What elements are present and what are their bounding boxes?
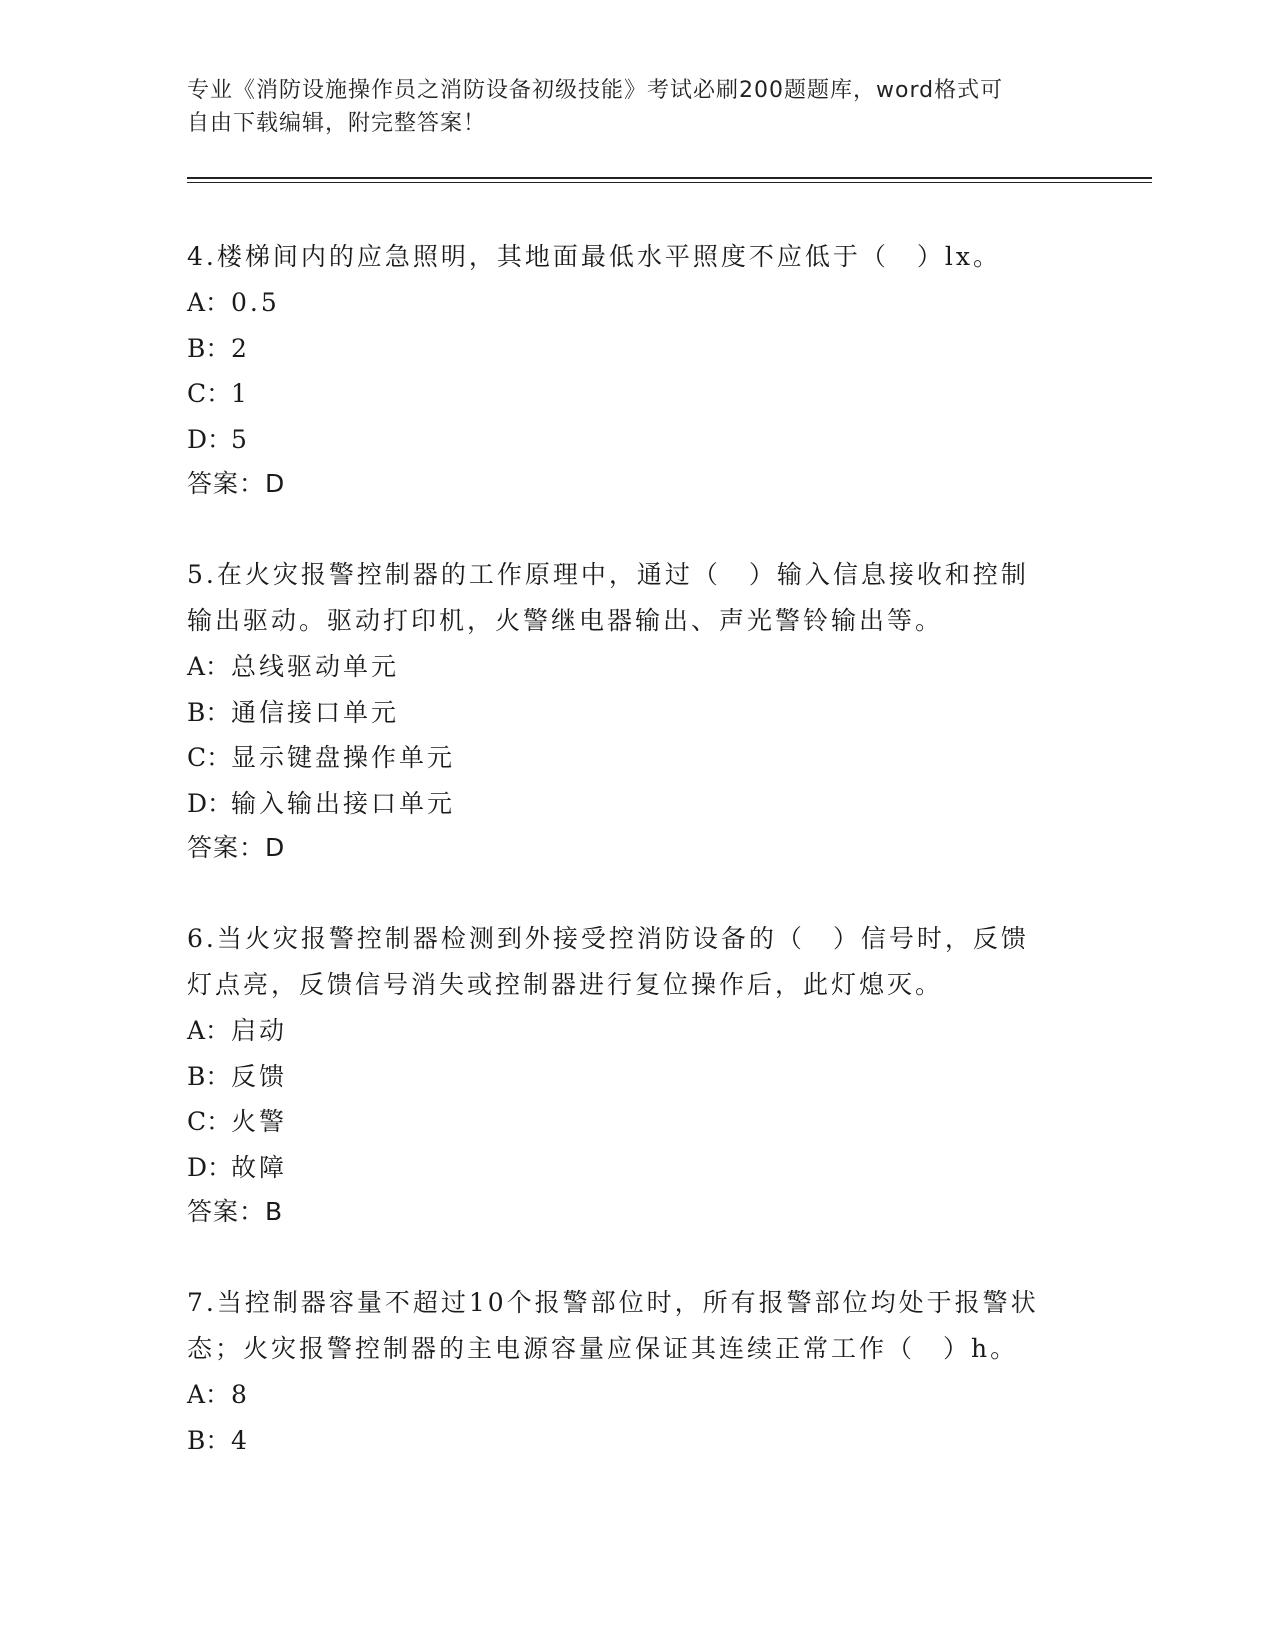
option-key: C：: [187, 1107, 232, 1136]
question-stem: 6.当火灾报警控制器检测到外接受控消防设备的（ ）信号时，反馈: [187, 924, 1029, 953]
question-5: [187, 552, 1087, 870]
option-d: [187, 781, 1087, 827]
option-key: B：: [187, 1425, 231, 1455]
option-c: [187, 735, 1087, 781]
question-stem: 4.楼梯间内的应急照明，其地面最低水平照度不应低于（ ）lx。: [187, 242, 1001, 271]
option-text: 火警: [231, 1107, 288, 1136]
option-text: 显示键盘操作单元: [231, 743, 456, 772]
question-7: [187, 1280, 1087, 1463]
option-text: 启动: [231, 1016, 288, 1045]
question-stem-continued: 输出驱动。驱动打印机，火警继电器输出、声光警铃输出等。: [187, 606, 944, 635]
option-b: [187, 326, 1087, 372]
option-text: 0.5: [231, 288, 280, 317]
option-c: [187, 371, 1087, 417]
header-line-1: 专业《消防设施操作员之消防设备初级技能》考试必刷200题题库，word格式可: [187, 78, 1004, 103]
option-b: [187, 690, 1087, 736]
header-divider-thin: [187, 182, 1152, 183]
option-text: 故障: [231, 1152, 288, 1182]
option-text: 4: [231, 1425, 250, 1455]
option-a: [187, 644, 1087, 690]
question-stem-continued: 态；火灾报警控制器的主电源容量应保证其连续正常工作（ ）h。: [187, 1334, 1019, 1363]
option-text: 8: [231, 1380, 250, 1409]
option-key: A：: [187, 1016, 231, 1045]
option-key: B：: [187, 333, 231, 363]
option-key: A：: [187, 288, 231, 317]
option-key: B：: [187, 1061, 231, 1091]
option-text: 输入输出接口单元: [231, 788, 456, 818]
option-a: [187, 280, 1087, 326]
question-4: [187, 234, 1087, 506]
question-stem: 7.当控制器容量不超过10个报警部位时，所有报警部位均处于报警状: [187, 1288, 1039, 1317]
option-a: [187, 1372, 1087, 1418]
question-6: [187, 916, 1087, 1234]
option-c: [187, 1099, 1087, 1145]
option-key: D：: [187, 1152, 233, 1182]
option-key: A：: [187, 1380, 231, 1409]
answer-line: 答案：D: [187, 469, 286, 498]
option-b: [187, 1418, 1087, 1464]
header-divider-thick: [187, 177, 1152, 179]
option-text: 反馈: [231, 1061, 288, 1091]
question-stem: 5.在火灾报警控制器的工作原理中，通过（ ）输入信息接收和控制: [187, 560, 1029, 589]
option-d: [187, 417, 1087, 463]
answer-line: 答案：D: [187, 833, 286, 862]
option-b: [187, 1054, 1087, 1100]
option-text: 2: [231, 333, 250, 363]
option-text: 总线驱动单元: [231, 652, 400, 681]
option-key: B：: [187, 697, 231, 727]
question-stem-continued: 灯点亮，反馈信号消失或控制器进行复位操作后，此灯熄灭。: [187, 970, 944, 999]
option-text: 1: [231, 379, 250, 408]
document-header: [187, 74, 1067, 140]
option-key: D：: [187, 424, 233, 454]
option-d: [187, 1145, 1087, 1191]
option-key: C：: [187, 379, 232, 408]
question-list: [187, 234, 1087, 1509]
option-key: C：: [187, 743, 232, 772]
answer-line: 答案：B: [187, 1197, 284, 1226]
option-key: A：: [187, 652, 231, 681]
option-text: 通信接口单元: [231, 697, 400, 727]
header-line-2: 自由下载编辑，附完整答案！: [187, 111, 487, 136]
option-key: D：: [187, 788, 233, 818]
option-text: 5: [231, 424, 250, 454]
option-a: [187, 1008, 1087, 1054]
